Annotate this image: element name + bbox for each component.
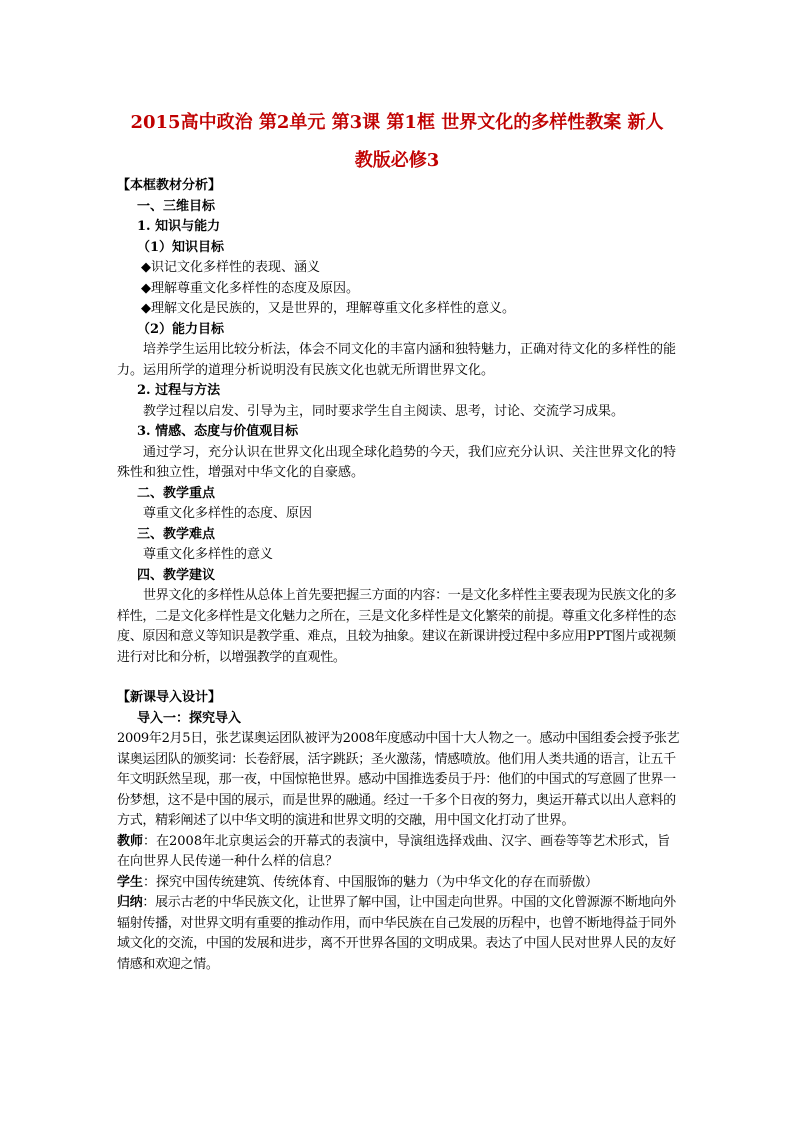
document-body — [117, 176, 683, 975]
section-header-intro: 【新课导入设计】 — [117, 690, 222, 705]
heading-intro-one: 导入一：探究导入 — [137, 710, 242, 726]
difficulties-text: 尊重文化多样性的意义 — [143, 547, 274, 562]
heading-knowledge-ability: 1. 知识与能力 — [137, 219, 221, 234]
section-gap — [117, 668, 683, 688]
summary-label: 归纳 — [117, 895, 143, 910]
student-label: 学生 — [117, 874, 144, 890]
teacher-paragraph — [117, 832, 683, 873]
document-title — [110, 104, 684, 180]
advice-paragraph: 世界文化的多样性从总体上首先要把握三方面的内容：一是文化多样性主要表现为民族文化的多样性，二是文化多样性是文化魅力之所在，三是文化多样性是文化繁荣的前提。尊重文化多样性的态度、原因和意义等知识是教学重、难点，且较为抽象。建议在新课讲授过程中多应用PPT图片或视频进行对比和分析，以增强教学的直观性。 — [117, 588, 677, 665]
student-paragraph — [117, 873, 683, 894]
intro-paragraph: 2009年2月5日，张艺谋奥运团队被评为2008年度感动中国十大人物之一。感动中国组委会授予张艺谋奥运团队的颁奖词：长卷舒展，活字跳跃；圣火激荡，情感喷放。他们用人类共通的语言，让五千年文明跃然呈现，那一夜，中国惊艳世界。感动中国推选委员于丹：他们的中国式的写意圆了世界一份梦想，这不是中国的展示，而是世界的融通。经过一千多个日夜的努力，奥运开幕式以出人意料的方式，精彩阐述了以中华文明的演进和世界文明的交融，用中国文化打动了世界。 — [117, 731, 680, 828]
heading-ability-goal: （2）能力目标 — [137, 321, 225, 337]
summary-paragraph — [117, 893, 683, 975]
summary-text: ：展示古老的中华民族文化，让世界了解中国，让中国走向世界。中国的文化曾源源不断地向外辐射传播，对世界文明有重要的推动作用，而中华民族在自己发展的历程中，也曾不断地得益于同外域文化的交流，中国的发展和进步，离不开世界各国的文明成果。表达了中国人民对世界人民的友好情感和欢迎之情。 — [117, 895, 676, 972]
student-text: ：探究中国传统建筑、传统体育、中国服饰的魅力（为中华文化的存在而骄傲） — [143, 874, 599, 890]
heading-goals: 一、三维目标 — [137, 198, 216, 214]
heading-difficulties: 三、教学难点 — [137, 526, 216, 542]
heading-process: 2. 过程与方法 — [137, 383, 221, 398]
title-line-2: 教版必修3 — [354, 150, 440, 171]
heading-knowledge-goal: （1）知识目标 — [137, 239, 225, 255]
bullet-item: ◆理解尊重文化多样性的态度及原因。 — [141, 280, 359, 296]
heading-advice: 四、教学建议 — [137, 567, 216, 583]
teacher-label: 教师 — [117, 833, 144, 849]
heading-emotion: 3. 情感、态度与价值观目标 — [137, 424, 299, 439]
bullet-item: ◆识记文化多样性的表现、涵义 — [141, 260, 320, 275]
process-paragraph: 教学过程以启发、引导为主，同时要求学生自主阅读、思考，讨论、交流学习成果。 — [143, 403, 625, 419]
heading-key-points: 二、教学重点 — [137, 485, 216, 501]
section-header-analysis: 【本框教材分析】 — [117, 178, 222, 193]
ability-paragraph: 培养学生运用比较分析法，体会不同文化的丰富内涵和独特魅力，正确对待文化的多样性的能力。运用所学的道理分析说明没有民族文化也就无所谓世界文化。 — [117, 342, 677, 378]
teacher-text: ：在2008年北京奥运会的开幕式的表演中，导演组选择戏曲、汉字、画卷等等艺术形式，旨在向世界人民传递一种什么样的信息？ — [117, 833, 671, 869]
bullet-item: ◆理解文化是民族的，又是世界的，理解尊重文化多样性的意义。 — [141, 301, 515, 316]
title-line-1: 2015高中政治 第2单元 第3课 第1框 世界文化的多样性教案 新人 — [130, 112, 664, 133]
emotion-paragraph: 通过学习，充分认识在世界文化出现全球化趋势的今天，我们应充分认识、关注世界文化的特殊性和独立性，增强对中华文化的自豪感。 — [117, 444, 677, 480]
key-points-text: 尊重文化多样性的态度、原因 — [143, 506, 313, 521]
